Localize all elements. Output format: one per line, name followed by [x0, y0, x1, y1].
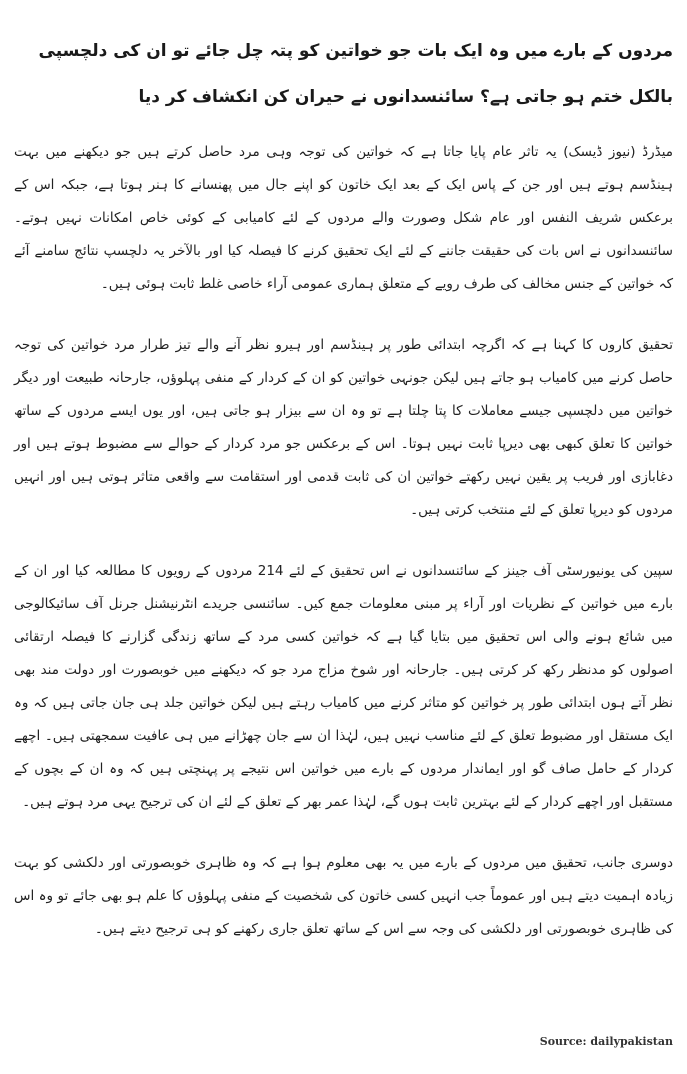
article-paragraph: میڈرڈ (نیوز ڈیسک) یہ تاثر عام پایا جاتا ہے کہ خواتین کی توجہ وہی مرد حاصل کرتے ہیں جو دیکھنے میں بہت ہینڈسم ہوتے ہیں اور جن کے پاس ایک کے بعد ایک خاتون کو اپنے جال میں پھنسانے کا ہنر ہوتا ہے، جبکہ اس کے برعکس شریف النفس اور عام شکل وصورت والے مردوں کے لئے کامیابی کے کوئی خاص امکانات نہیں ہوتے۔ سائنسدانوں نے اس بات کی حقیقت جاننے کے لئے ایک تحقیق کرنے کا فیصلہ کیا اور بالآخر یہ دلچسپ نتائج سامنے آئے کہ خواتین کے جنس مخالف کی طرف رویے کے متعلق ہماری عمومی آراء خاصی غلط ثابت ہوئی ہیں۔ — [14, 144, 673, 292]
source-credit: Source: dailypakistan — [539, 1035, 673, 1048]
article-paragraph: دوسری جانب، تحقیق میں مردوں کے بارے میں یہ بھی معلوم ہوا ہے کہ وہ ظاہری خوبصورتی اور دلکشی کو بہت زیادہ اہمیت دیتے ہیں اور عموماً جب انہیں کسی خاتون کی شخصیت کے منفی پہلوؤں کا علم ہو بھی جائے تو وہ اس کی ظاہری خوبصورتی اور دلکشی کی وجہ سے اس کے ساتھ تعلق جاری رکھنے کو ہی ترجیح دیتے ہیں۔ — [14, 855, 673, 937]
article-paragraph: تحقیق کاروں کا کہنا ہے کہ اگرچہ ابتدائی طور پر ہینڈسم اور ہیرو نظر آنے والے تیز طرار مرد خواتین کی توجہ حاصل کرنے میں کامیاب ہو جاتے ہیں لیکن جونہی خواتین کو ان کے کردار کے منفی پہلوؤں، جارحانہ طبیعت اور دیگر خواتین میں دلچسپی جیسے معاملات کا پتا چلتا ہے تو وہ ان سے بیزار ہو جاتی ہیں، اور یوں ایسے مردوں کے ساتھ خواتین کا تعلق کبھی بھی دیرپا ثابت نہیں ہوتا۔ اس کے برعکس جو مرد کردار کے حوالے سے مضبوط ہوتے ہیں اور دغابازی اور فریب پر یقین نہیں رکھتے خواتین ان کی ثابت قدمی اور استقامت سے واقعی متاثر ہوتی ہیں اور انہیں مردوں کو دیرپا تعلق کے لئے منتخب کرتی ہیں۔ — [14, 337, 673, 518]
article-paragraph: سپین کی یونیورسٹی آف جینز کے سائنسدانوں نے اس تحقیق کے لئے 214 مردوں کے رویوں کا مطالعہ کیا اور ان کے بارے میں خواتین کے نظریات اور آراء پر مبنی معلومات جمع کیں۔ سائنسی جریدے انٹرنیشنل جرنل آف سائیکالوجی میں شائع ہونے والی اس تحقیق میں بتایا گیا ہے کہ خواتین کسی مرد کے ساتھ زندگی گزارنے کا فیصلہ ارتقائی اصولوں کو مدنظر رکھ کر کرتی ہیں۔ جارحانہ اور شوخ مزاج مرد جو کہ دیکھنے میں خوبصورت اور دولت مند بھی نظر آتے ہوں ابتدائی طور پر خواتین کو متاثر کرنے میں کامیاب رہتے ہیں لیکن خواتین جلد ہی جان جاتی ہیں کہ وہ ایک مستقل اور مضبوط تعلق کے لئے مناسب نہیں ہیں، لہٰذا ان سے جان چھڑانے میں ہی عافیت سمجھتی ہیں۔ اچھے کردار کے حامل صاف گو اور ایماندار مردوں کے بارے میں خواتین اس نتیجے پر پہنچتی ہیں کہ وہ ان کے بچوں کے مستقبل اور اچھے کردار کے لئے بہترین ثابت ہوں گے، لہٰذا عمر بھر کے تعلق کے لئے ان کی ترجیح یہی مرد ہوتے ہیں۔ — [14, 563, 674, 810]
article-headline: مردوں کے بارے میں وہ ایک بات جو خواتین کو پتہ چل جائے تو ان کی دلچسپی بالکل ختم ہو جاتی ہے؟ سائنسدانوں نے حیران کن انکشاف کر دیا — [38, 41, 673, 107]
article — [14, 0, 673, 946]
